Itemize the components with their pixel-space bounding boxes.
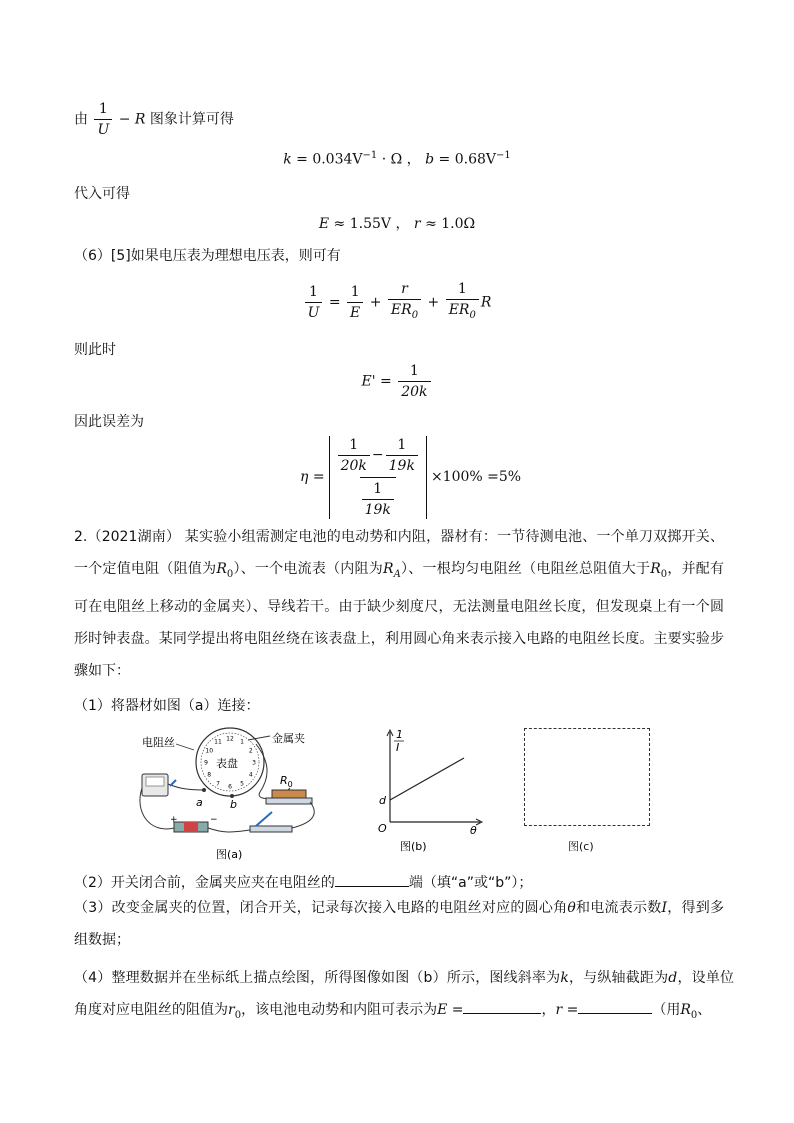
exponent: −1 [496, 150, 511, 161]
dial-tick-label: 1 [240, 738, 244, 746]
equation-e-prime [0, 362, 794, 401]
numerator: 1 [309, 283, 318, 300]
value: = 0.034V [291, 151, 363, 168]
text: 图象计算可得 [149, 111, 234, 128]
wire [292, 802, 314, 828]
figure-c-caption: 图(c) [568, 840, 594, 853]
lhs: η = [300, 469, 325, 485]
denominator: 20k [398, 381, 430, 401]
equation-e-r [0, 214, 794, 234]
text: ，该电池电动势和内阻可表示为 [241, 1002, 438, 1018]
ammeter-face [146, 777, 164, 786]
svg-text:+: + [170, 815, 178, 825]
answer-blank-1[interactable] [335, 870, 409, 887]
dial-label: 表盘 [216, 757, 238, 770]
denominator [446, 299, 479, 325]
value: ≈ 1.0Ω [420, 216, 476, 232]
var-e: E = [437, 1002, 464, 1018]
var-d: d [668, 970, 678, 986]
y-label-numerator: 1 [396, 728, 403, 741]
text: （2）开关闭合前，金属夹应夹在电阻丝的 [74, 875, 335, 891]
wire [168, 784, 204, 790]
var-r: r [413, 216, 421, 232]
answer-blank-r[interactable] [578, 997, 652, 1014]
text: 由 [74, 111, 88, 128]
text: 和电流表示数 [575, 900, 662, 916]
subscript: 0 [660, 568, 668, 580]
text: ）、一根均匀电阻丝（电阻丝总阻值大于 [400, 561, 651, 577]
fraction-1-over-u [94, 100, 112, 139]
text-line-4: 则此时 [74, 342, 116, 358]
dial-tick-label: 12 [226, 735, 234, 743]
numerator: 1 [373, 480, 383, 497]
equation-k-b [0, 146, 794, 170]
var-theta: θ [567, 900, 576, 916]
numerator: 1 [350, 283, 360, 300]
text: ，得到多组数据； [74, 900, 725, 948]
figure-b-graph [372, 726, 492, 856]
fraction-numerator: 1 [98, 101, 108, 117]
var-e: E [318, 216, 330, 232]
text: 2.（2021湖南） 某实验小组需测定电池的电动势和内阻，器材有：一节待测电池、一个单刀双掷开关、一个定值电阻（阻值为 [74, 529, 724, 577]
label-b: b [230, 798, 237, 811]
denominator: E [347, 302, 363, 322]
r0-subscript: 0 [287, 780, 293, 789]
y-label-denominator: I [396, 741, 400, 754]
probe [170, 780, 176, 786]
text: ）、一个电流表（内阻为 [233, 561, 384, 577]
subscript: 0 [411, 309, 419, 321]
text: （4）整理数据并在坐标纸上描点绘图，所得图像如图（b）所示，图线斜率为 [74, 970, 561, 986]
equals-sign: = [328, 294, 341, 311]
step-3 [74, 892, 724, 956]
fraction [386, 436, 418, 475]
dial-tick-label: 6 [228, 783, 232, 791]
switch-icon [250, 826, 292, 832]
fraction [362, 480, 394, 519]
denominator-text: ER [390, 302, 412, 318]
wire-label: 电阻丝 [142, 736, 175, 749]
step-2 [74, 870, 532, 893]
absolute-value [329, 436, 427, 519]
text: ，与纵轴截距为 [568, 970, 669, 986]
subscript: A [393, 568, 401, 580]
equation-error [300, 436, 521, 518]
var-k: k [283, 151, 292, 168]
var-b: b [425, 151, 435, 168]
var-r: r = [555, 1002, 579, 1018]
r0-text: R [280, 774, 288, 787]
text-line-3: （6）[5]如果电压表为理想电压表，则可有 [74, 248, 341, 264]
denominator: U [305, 302, 323, 322]
intercept-label: d [379, 794, 386, 807]
switch-lever [256, 812, 272, 826]
wire [208, 828, 250, 832]
label-a: a [196, 796, 203, 809]
plus-sign: + [427, 294, 440, 311]
rhs: ×100% =5% [430, 469, 522, 485]
text: 、 [697, 1002, 712, 1018]
denominator-text: ER [448, 302, 470, 318]
text-line-5: 因此误差为 [74, 414, 144, 430]
resistor-base [266, 798, 312, 804]
var-i: I [661, 900, 668, 916]
question-2-paragraph [74, 521, 724, 687]
unit: · Ω ， [377, 151, 421, 168]
graph-line [390, 758, 464, 800]
numerator: 1 [397, 436, 407, 453]
big-denominator [360, 477, 396, 519]
text: （3）改变金属夹的位置，闭合开关，记录每次接入电路的电阻丝对应的圆心角 [74, 900, 568, 916]
var-r: R [650, 561, 661, 577]
numerator: 1 [349, 436, 359, 453]
dial-tick-label: 3 [252, 759, 256, 767]
resistor-r0-icon [272, 790, 306, 798]
subscript: 0 [690, 1009, 698, 1021]
equation-ideal-voltmeter [0, 280, 794, 325]
exponent: −1 [362, 150, 378, 161]
subscript: 0 [226, 568, 234, 580]
text: （用 [652, 1002, 681, 1018]
value: = 0.68V [434, 151, 497, 168]
denominator: 19k [386, 455, 418, 475]
dial-tick-label: 11 [214, 738, 222, 746]
r0-label [280, 774, 293, 789]
clip-label: 金属夹 [272, 732, 305, 745]
text: ，并配有可在电阻丝上移动的金属夹）、导线若干。由于缺少刻度尺，无法测量电阻丝长度，但发现桌上有一个圆形时钟表盘。某同学提出将电阻丝绕在该表盘上，利用圆心角来表示接入电路的电阻丝长度。主要实验步骤如下： [74, 561, 725, 679]
fraction-denominator: U [94, 119, 112, 139]
text: ， [541, 1002, 556, 1018]
fraction [446, 280, 479, 325]
dial-tick-label: 4 [248, 771, 253, 779]
x-label: θ [470, 824, 477, 837]
variable-r: − R [118, 111, 146, 128]
fraction [347, 283, 363, 322]
fraction [388, 280, 421, 325]
subscript: 0 [469, 309, 476, 321]
var-k: k [560, 970, 569, 986]
fraction [305, 283, 323, 322]
wire-leader [176, 744, 194, 750]
figure-a-circuit [130, 722, 340, 864]
fraction [398, 362, 430, 401]
fraction [338, 436, 370, 475]
numerator: 1 [409, 363, 419, 379]
subscript: 0 [234, 1009, 242, 1021]
text: 端（填“a”或“b”）； [408, 875, 533, 891]
lhs: E' = [361, 373, 392, 390]
figure-c-blank-grid [524, 728, 650, 826]
dial-tick-label: 10 [205, 747, 214, 755]
dial-tick-label: 9 [204, 759, 208, 767]
dial-tick-label: 5 [240, 780, 244, 788]
battery-band [184, 822, 198, 832]
denominator [388, 299, 421, 325]
dial-tick-label: 2 [248, 747, 253, 755]
dial-tick-label: 7 [216, 780, 220, 788]
figure-b-caption: 图(b) [400, 840, 427, 853]
numerator: 1 [457, 281, 467, 297]
figure-a-caption: 图(a) [216, 848, 243, 861]
var-r0: r [228, 1002, 235, 1018]
origin-label: O [378, 822, 387, 835]
text-line-2: 代入可得 [74, 186, 130, 202]
numerator: r [401, 281, 408, 297]
text-line-1 [74, 100, 234, 139]
step-1: （1）将器材如图（a）连接： [74, 698, 260, 714]
var-r: R [216, 561, 227, 577]
dial-tick-label: 8 [207, 771, 212, 779]
big-numerator [336, 436, 420, 477]
var-r: R [383, 561, 394, 577]
denominator: 20k [338, 455, 370, 475]
var-r: R [680, 1002, 691, 1018]
value: ≈ 1.55V ， [329, 216, 410, 232]
minus-sign: − [371, 447, 384, 463]
answer-blank-e[interactable] [463, 997, 541, 1014]
plus-sign: + [369, 294, 382, 311]
var-r: R [480, 294, 492, 311]
text: ，设单位角度对应电阻丝的阻值为 [74, 970, 735, 1018]
step-4 [74, 962, 734, 1032]
svg-text:−: − [210, 815, 218, 825]
denominator: 19k [362, 499, 394, 519]
